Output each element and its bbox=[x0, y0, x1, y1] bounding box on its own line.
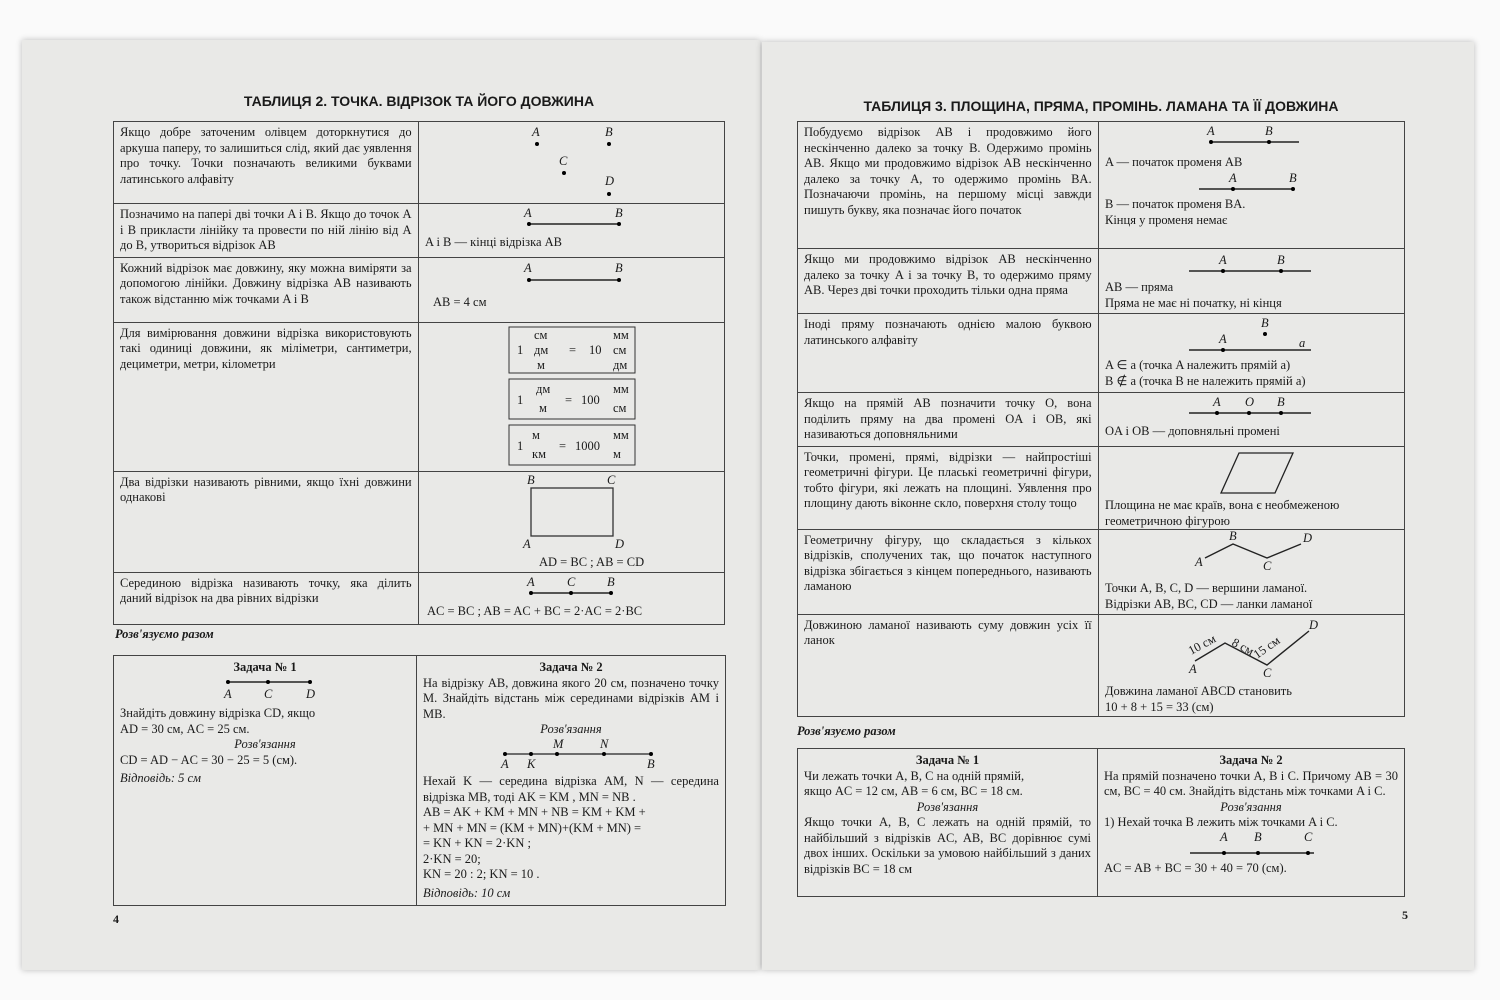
row-text: Для вимірювання довжини відрізка використовують такі одиниці довжини, як міліметри, сантиметри, дециметри, метри, кілометри bbox=[114, 322, 419, 471]
figure-label: дм bbox=[612, 357, 627, 372]
text-line: Нехай K — середина відрізка AM, N — середина відрізка MB, тоді AK = KM , MN = NB . bbox=[423, 774, 719, 804]
figure-label: 10 bbox=[588, 342, 602, 357]
text-line: Відповідь: 5 см bbox=[120, 771, 202, 785]
figure-label: D bbox=[306, 686, 316, 701]
figure-label: B bbox=[614, 260, 623, 275]
figure-label: A ∈ a (точка A належить прямій a) bbox=[1104, 358, 1290, 372]
left-tasks bbox=[113, 655, 726, 906]
figure-label: дм bbox=[533, 342, 548, 357]
figure-label: = bbox=[558, 438, 566, 453]
text-line: 2·KN = 20; bbox=[423, 851, 481, 866]
section-heading: Розв'язуємо разом bbox=[115, 627, 214, 641]
figure-label: A bbox=[526, 574, 535, 589]
figure-label: A bbox=[224, 686, 232, 701]
figure-label: 1000 bbox=[574, 438, 600, 453]
figure-label: A bbox=[1218, 253, 1227, 267]
text-line: CD = AD − AC = 30 − 25 = 5 (см). bbox=[120, 752, 298, 767]
figure-label: мм bbox=[612, 327, 629, 342]
caption: AB = 4 см bbox=[432, 294, 487, 309]
figure-label: = bbox=[568, 342, 576, 357]
figure-label: A — початок променя AB bbox=[1104, 155, 1242, 169]
row-text: Геометричну фігуру, що складається з кількох відрізків, сполучених так, що початок наступного відрізка збігається з кінцем попереднього, називають ламаною bbox=[798, 529, 1099, 614]
figure-label: 1 bbox=[516, 342, 523, 357]
ray-figure bbox=[1098, 122, 1404, 249]
figure-label: a bbox=[1298, 336, 1305, 350]
figure-label: A bbox=[1194, 554, 1203, 569]
midpoint-figure bbox=[418, 572, 724, 624]
figure-label: Довжина ламаної ABCD становить bbox=[1104, 683, 1292, 698]
task2-figure bbox=[1104, 831, 1398, 857]
figure-label: 100 bbox=[580, 392, 600, 407]
page-number: 5 bbox=[1402, 908, 1408, 922]
right-table-title: ТАБЛИЦЯ 3. ПЛОЩИНА, ПРЯМА, ПРОМІНЬ. ЛАМАНА ТА ЇЇ ДОВЖИНА bbox=[863, 98, 1339, 114]
figure-label: Відрізки AB, BC, CD — ланки ламаної bbox=[1104, 596, 1312, 611]
line-figure bbox=[1098, 249, 1404, 314]
text-line: Задача № 1 bbox=[915, 753, 980, 767]
figure-label: A bbox=[1188, 661, 1197, 676]
figure-label: Точки A, B, C, D — вершини ламаної. bbox=[1104, 580, 1307, 595]
point-label: A bbox=[531, 125, 540, 139]
figure-label: K bbox=[527, 756, 536, 770]
figure-label: A bbox=[1218, 332, 1227, 346]
figure-label: Пряма не має ні початку, ні кінця bbox=[1104, 296, 1282, 310]
row-text: Два відрізки називають рівними, якщо їхні довжини однакові bbox=[114, 471, 419, 572]
figure-label: A bbox=[523, 260, 532, 275]
figure-label: OA і OB — доповняльні промені bbox=[1104, 424, 1280, 438]
text-line: Задача № 2 bbox=[539, 660, 603, 674]
text-line: + MN + MN = (KM + MN)+(KM + MN) = bbox=[423, 820, 642, 835]
figure-label: B bbox=[1260, 316, 1269, 330]
row-text: Позначимо на папері дві точки A і B. Якщо до точок A і B прикласти лінійку та провести по ній лінію від A до B, утвориться відрізок AB bbox=[114, 204, 419, 258]
caption: A і B — кінці відрізка AB bbox=[424, 235, 562, 249]
task-1 bbox=[114, 656, 417, 906]
figure-label: B ∉ a (точка B не належить прямій a) bbox=[1104, 374, 1306, 388]
task-1 bbox=[798, 749, 1098, 897]
figure-label: C bbox=[1262, 558, 1271, 573]
equal-segments-figure bbox=[418, 471, 724, 572]
text-line: Розв'язання bbox=[1220, 799, 1282, 814]
text-line: Задача № 2 bbox=[1219, 753, 1283, 767]
unit-box-3 bbox=[509, 425, 635, 465]
polyline-length-figure bbox=[1098, 614, 1404, 716]
figure-label: дм bbox=[535, 381, 550, 396]
text-line: На прямій позначено точки A, B і C. Причому AB = 30 см, BC = 40 см. Знайдіть відстань між точками A і C. bbox=[1104, 768, 1398, 798]
row-text: Іноді пряму позначають однією малою буквою латинського алфавіту bbox=[798, 314, 1099, 393]
text-line: Знайдіть довжину відрізка CD, якщо bbox=[120, 706, 316, 720]
complementary-rays-figure bbox=[1098, 393, 1404, 447]
figure-label: N bbox=[600, 737, 609, 751]
figure-label: геометричною фігурою bbox=[1104, 513, 1230, 528]
figure-label: B bbox=[614, 206, 623, 220]
figure-label: A bbox=[522, 536, 531, 551]
figure-label: м bbox=[531, 427, 540, 442]
figure-label: C bbox=[606, 472, 615, 487]
figure-label: B bbox=[606, 574, 615, 589]
page-number: 4 bbox=[113, 912, 119, 926]
figure-label: AB — пряма bbox=[1104, 280, 1173, 294]
figure-label: 8 см bbox=[1229, 634, 1256, 658]
point-label: B bbox=[604, 125, 613, 139]
text-line: AD = 30 см, AC = 25 см. bbox=[120, 721, 250, 736]
figure-label: 1 bbox=[516, 438, 523, 453]
right-table bbox=[797, 121, 1405, 717]
figure-label: D bbox=[1302, 530, 1312, 545]
figure-label: C bbox=[566, 574, 575, 589]
figure-label: м bbox=[612, 446, 621, 461]
units-figure bbox=[418, 322, 724, 471]
figure-label: C bbox=[1304, 830, 1313, 844]
figure-label: B bbox=[647, 756, 655, 770]
task-2 bbox=[417, 656, 726, 906]
text-line: AB = AK + KM + MN + NB = KM + KM + bbox=[423, 805, 646, 819]
figure-label: мм bbox=[612, 427, 629, 442]
figure-label: A bbox=[523, 206, 532, 220]
row-text: Точки, промені, прямі, відрізки — найпростіші геометричні фігури. Це плаські геометричні фігури, тобто фігури, які лежать на площині. Уявлення про площину дають віконне скло, поверхня столу тощо bbox=[798, 446, 1099, 529]
figure-label: см bbox=[612, 400, 627, 415]
figure-label: 10 см bbox=[1185, 631, 1218, 658]
figure-label: м bbox=[536, 357, 545, 372]
figure-label: C bbox=[264, 686, 273, 701]
right-tasks bbox=[797, 748, 1405, 897]
figure-label: B bbox=[1276, 395, 1285, 409]
left-table-title: ТАБЛИЦЯ 2. ТОЧКА. ВІДРІЗОК ТА ЙОГО ДОВЖИНА bbox=[243, 93, 595, 109]
task1-figure bbox=[120, 676, 410, 702]
text-line: Задача № 1 bbox=[233, 660, 297, 674]
figure-label: Площина не має країв, вона є необмеженою bbox=[1104, 497, 1339, 512]
segment-figure bbox=[418, 204, 724, 258]
section-heading: Розв'язуємо разом bbox=[797, 724, 896, 738]
polyline-figure bbox=[1098, 529, 1404, 614]
point-dots bbox=[535, 142, 611, 196]
figure-label: A bbox=[1228, 171, 1237, 185]
figure-label: A bbox=[1212, 395, 1221, 409]
figure-label: B bbox=[1228, 529, 1237, 543]
row-text: Довжиною ламаної називають суму довжин усіх її ланок bbox=[798, 614, 1099, 716]
row-text: Якщо добре заточеним олівцем доторкнутися до аркуша паперу, то залишиться слід, який дає уявлення про точку. Точки позначають великими буквами латинського алфавіту bbox=[114, 122, 419, 204]
figure-label: мм bbox=[612, 381, 629, 396]
task2-figure bbox=[423, 738, 719, 770]
row-text: Якщо ми продовжимо відрізок AB нескінченно далеко за точку A і за точку B, то одержимо пряму AB. Через дві точки проходить тільки одна пряма bbox=[798, 249, 1099, 314]
row-text: Побудуємо відрізок AB і продовжимо його нескінченно далеко за точку B. Одержимо промінь AB. Якщо ми продовжимо відрізок AB нескінченно далеко за точку A, то одержимо промінь BA. Позначаючи промінь, на першому місці завжди пишуть букву, яка позначає його початок bbox=[798, 122, 1099, 249]
caption: AD = BC ; AB = CD bbox=[538, 554, 644, 569]
row-text: Кожний відрізок має довжину, яку можна виміряти за допомогою лінійки. Довжину відрізка AB називають також відстанню між точками A і B bbox=[114, 257, 419, 322]
text-line: Відповідь: 10 см bbox=[423, 885, 511, 900]
figure-label: M bbox=[553, 737, 564, 751]
figure-label: Кінця у променя немає bbox=[1104, 213, 1227, 227]
figure-label: O bbox=[1244, 395, 1254, 409]
points-figure bbox=[418, 122, 724, 204]
figure-label: см bbox=[612, 342, 627, 357]
point-label: D bbox=[604, 174, 614, 188]
figure-label: 15 см bbox=[1250, 632, 1283, 661]
figure-label: A bbox=[501, 756, 509, 770]
text-line: = KN + KN = 2·KN ; bbox=[423, 836, 531, 850]
text-line: Чи лежать точки A, B, C на одній прямій, bbox=[804, 768, 1025, 783]
figure-label: B bbox=[1264, 124, 1273, 138]
unit-box-2 bbox=[509, 379, 635, 419]
figure-label: = bbox=[564, 392, 572, 407]
unit-box-1 bbox=[509, 327, 635, 373]
figure-label: км bbox=[531, 446, 546, 461]
caption: AC = BC ; AB = AC + BC = 2·AC = 2·BC bbox=[426, 603, 642, 618]
figure-label: м bbox=[538, 400, 547, 415]
figure-label: B bbox=[1276, 253, 1285, 267]
figure-label: C bbox=[1262, 665, 1271, 680]
text-line: KN = 20 : 2; KN = 10 . bbox=[423, 867, 540, 881]
figure-label: B bbox=[1254, 830, 1262, 844]
figure-label: B bbox=[526, 472, 535, 487]
text-line: якщо AC = 12 см, AB = 6 см, BC = 18 см. bbox=[804, 784, 1023, 798]
text-line: Розв'язання bbox=[234, 737, 296, 751]
row-text: Серединою відрізка називають точку, яка ділить даний відрізок на два рівних відрізки bbox=[114, 572, 419, 624]
text-line: 1) Нехай точка B лежить між точками A і C. bbox=[1104, 815, 1338, 829]
figure-label: D bbox=[1308, 617, 1318, 632]
text-line: Розв'язання bbox=[916, 799, 979, 814]
figure-label: A bbox=[1206, 124, 1215, 138]
figure-label: B bbox=[1288, 171, 1297, 185]
text-line: Якщо точки A, B, C лежать на одній прямій, то найбільший з відрізків AC, AB, BC дорівнює сумі двох інших. Оскільки за умовою найбільший з даних відрізків BC = 18 см bbox=[804, 815, 1091, 876]
segment-length-figure bbox=[418, 257, 724, 322]
point-on-line-figure bbox=[1098, 314, 1404, 393]
left-table bbox=[113, 121, 725, 625]
row-text: Якщо на прямій AB позначити точку O, вона поділить пряму на два промені OA і OB, які називаються доповняльними bbox=[798, 393, 1099, 447]
figure-label: см bbox=[533, 327, 548, 342]
point-label: C bbox=[558, 154, 567, 168]
text-line: Розв'язання bbox=[540, 722, 602, 736]
figure-label: A bbox=[1220, 830, 1228, 844]
figure-label: B — початок променя BA. bbox=[1104, 197, 1246, 211]
text-line: AC = AB + BC = 30 + 40 = 70 (см). bbox=[1104, 861, 1287, 875]
figure-label: D bbox=[614, 536, 624, 551]
figure-label: 1 bbox=[516, 392, 523, 407]
plane-figure bbox=[1098, 446, 1404, 529]
text-line: На відрізку AB, довжина якого 20 см, позначено точку M. Знайдіть відстань між серединами відрізків AM і MB. bbox=[423, 675, 719, 721]
figure-label: 10 + 8 + 15 = 33 (см) bbox=[1104, 699, 1214, 714]
task-2 bbox=[1098, 749, 1405, 897]
